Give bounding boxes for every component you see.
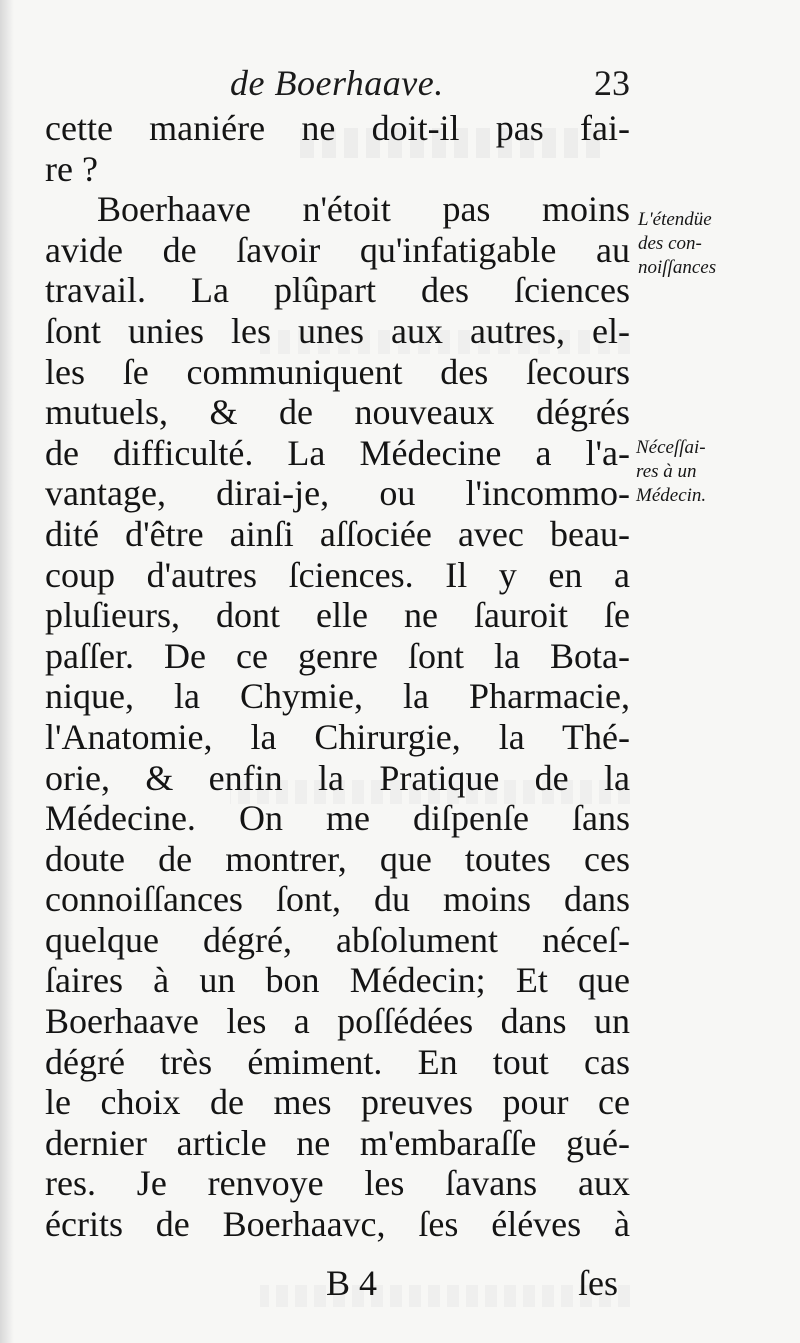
text-line: nique, la Chymie, la Pharmacie, — [45, 676, 630, 717]
text-line: écrits de Boerhaavc, ſes éléves à — [45, 1204, 630, 1245]
text-line: vantage, dirai-je, ou l'incommo- — [45, 473, 630, 514]
text-line: Médecine. On me diſpenſe ſans — [45, 798, 630, 839]
text-line: coup d'autres ſciences. Il y en a — [45, 554, 630, 595]
page-header — [45, 62, 630, 106]
text-line: connoiſſances ſont, du moins dans — [45, 879, 630, 920]
text-line: dité d'être ainſi aſſociée avec beau- — [45, 513, 630, 554]
text-line: travail. La plûpart des ſciences — [45, 270, 630, 311]
text-line: Boerhaave n'étoit pas moins — [97, 189, 630, 230]
text-line: mutuels, & de nouveaux dégrés — [45, 392, 630, 433]
running-title: de Boerhaave. — [230, 63, 444, 103]
text-line: dernier article ne m'embaraſſe gué- — [45, 1122, 630, 1163]
margin-note-line: noiſſances — [638, 257, 717, 278]
text-line: re ? — [45, 148, 98, 189]
text-line: ſaires à un bon Médecin; Et que — [45, 960, 630, 1001]
margin-note-line: L'étendüe — [638, 209, 712, 230]
margin-note — [636, 436, 706, 508]
text-line: res. Je renvoye les ſavans aux — [45, 1163, 630, 1204]
margin-note-line: res à un — [636, 461, 697, 482]
text-line: pluſieurs, dont elle ne ſauroit ſe — [45, 595, 630, 636]
margin-note — [638, 208, 716, 280]
page-gutter-shadow — [0, 0, 14, 1343]
catchword: ſes — [578, 1263, 618, 1303]
text-line: les ſe communiquent des ſecours — [45, 351, 630, 392]
margin-note-line: Néceſſai- — [636, 437, 706, 458]
margin-note-line: des con- — [638, 233, 702, 254]
body-text — [45, 108, 630, 1245]
text-line: ſont unies les unes aux autres, el- — [45, 310, 630, 351]
text-line: paſſer. De ce genre ſont la Bota- — [45, 635, 630, 676]
show-through-texture — [260, 1285, 630, 1307]
text-line: orie, & enfin la Pratique de la — [45, 757, 630, 798]
text-line: avide de ſavoir qu'infatigable au — [45, 229, 630, 270]
text-line: cette maniére ne doit-il pas fai- — [45, 108, 630, 148]
text-line: doute de montrer, que toutes ces — [45, 838, 630, 879]
text-line: dégré très émiment. En tout cas — [45, 1041, 630, 1082]
text-line: quelque dégré, abſolument néceſ- — [45, 919, 630, 960]
text-line: le choix de mes preuves pour ce — [45, 1082, 630, 1123]
page-number: 23 — [594, 63, 630, 103]
text-line: l'Anatomie, la Chirurgie, la Thé- — [45, 716, 630, 757]
text-line: Boerhaave les a poſſédées dans un — [45, 1001, 630, 1042]
text-line: de difficulté. La Médecine a l'a- — [45, 432, 630, 473]
signature-mark: B 4 — [326, 1263, 378, 1303]
margin-note-line: Médecin. — [636, 485, 707, 506]
